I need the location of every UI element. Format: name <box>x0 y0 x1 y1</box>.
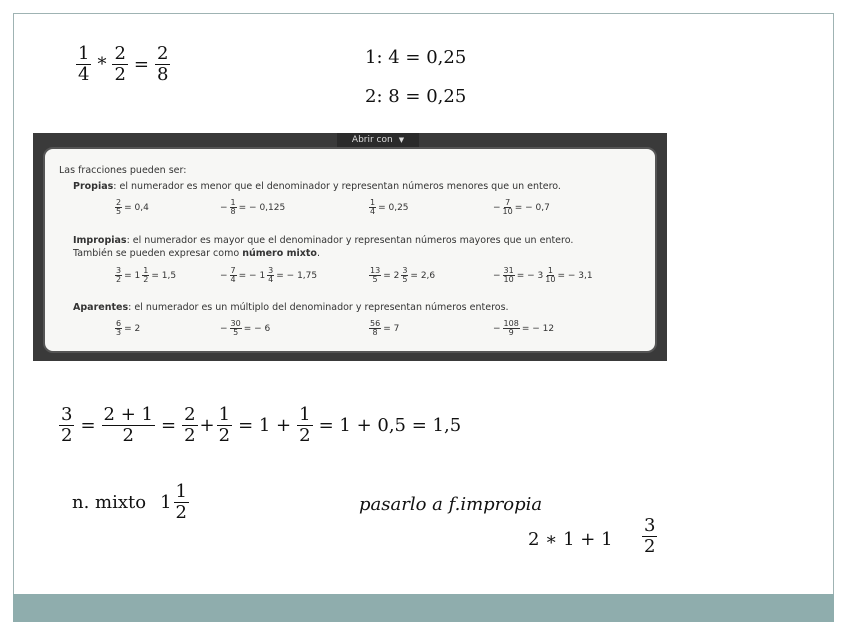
footer-bar <box>13 594 834 622</box>
small-fraction: $\frac{56}{8}$ <box>370 319 381 338</box>
fraction-example: − $\frac{7}{4}$ = − 1 $\frac{3}{4}$ = − 1,75 <box>220 266 318 285</box>
fraction-two-halves: $\frac{2}{2}$ <box>114 43 126 85</box>
small-fraction: $\frac{1}{8}$ <box>230 198 236 217</box>
aparentes-definition: Aparentes: el numerador es un múltiplo del denominador y representan números enteros. <box>73 302 509 313</box>
small-fraction: $\frac{3}{5}$ <box>402 266 408 285</box>
fraction-three-halves: $\frac{3}{2}$ <box>61 404 73 446</box>
small-fraction: $\frac{1}{4}$ <box>370 198 376 217</box>
fraction-example: − $\frac{7}{10}$ = − 0,7 <box>493 198 550 217</box>
top-left-equation: $\frac{1}{4}$ * $\frac{2}{2}$ = $\frac{2}{8}$ <box>78 43 169 85</box>
small-fraction: $\frac{2}{5}$ <box>116 198 122 217</box>
division-equation-2: 2: 8 = 0,25 <box>365 86 467 107</box>
fraction-three-halves-result: $\frac{3}{2}$ <box>644 515 656 557</box>
fraction-example: − $\frac{31}{10}$ = − 3 $\frac{1}{10}$ = − 3,1 <box>493 266 593 285</box>
fraction-example: $\frac{1}{4}$ = 0,25 <box>370 198 409 217</box>
fraction-example: $\frac{13}{5}$ = 2 $\frac{3}{5}$ = 2,6 <box>370 266 436 285</box>
open-with-button[interactable]: Abrir con ▼ <box>337 133 419 147</box>
fraction-one-half: $\frac{1}{2}$ <box>218 404 231 446</box>
impropias-mixto-note: También se pueden expresar como número mixto. <box>73 248 320 259</box>
small-fraction: $\frac{1}{10}$ <box>545 266 556 285</box>
textbook-box <box>43 147 657 353</box>
three-halves-equation: $\frac{3}{2}$ = $\frac{2 + 1}{2}$ = $\frac{2}{2}$ + $\frac{1}{2}$ = 1 + $\frac{1}{2}$ = 1 + 0,5 = 1,5 <box>61 404 462 446</box>
textbook-scan-image <box>33 133 667 361</box>
fraction-mixed-part: $\frac{1}{2}$ <box>175 481 187 523</box>
small-fraction: $\frac{1}{2}$ <box>143 266 149 285</box>
pasarlo-text: pasarlo a f.impropia <box>359 494 543 515</box>
fraction-example: $\frac{6}{3}$ = 2 <box>116 319 141 338</box>
scan-intro: Las fracciones pueden ser: <box>59 165 187 176</box>
calc-expression: 2 ∗ 1 + 1 <box>528 529 613 550</box>
small-fraction: $\frac{3}{4}$ <box>268 266 274 285</box>
fraction-two-eighths: $\frac{2}{8}$ <box>157 43 169 85</box>
fraction-example: − $\frac{108}{9}$ = − 12 <box>493 319 555 338</box>
fraction-one-quarter: $\frac{1}{4}$ <box>78 43 90 85</box>
chevron-down-icon: ▼ <box>398 136 405 144</box>
fraction-two-halves-b: $\frac{2}{2}$ <box>184 404 196 446</box>
small-fraction: $\frac{7}{4}$ <box>230 266 236 285</box>
impropias-definition: Impropias: el numerador es mayor que el denominador y representan números mayores que un entero. <box>73 235 574 246</box>
small-fraction: $\frac{7}{10}$ <box>502 198 513 217</box>
fraction-example: $\frac{56}{8}$ = 7 <box>370 319 400 338</box>
small-fraction: $\frac{13}{5}$ <box>370 266 381 285</box>
fraction-two-plus-one-over-two: $\frac{2 + 1}{2}$ <box>103 404 153 446</box>
small-fraction: $\frac{6}{3}$ <box>116 319 122 338</box>
small-fraction: $\frac{31}{10}$ <box>503 266 514 285</box>
small-fraction: $\frac{3}{2}$ <box>116 266 122 285</box>
division-equation-1: 1: 4 = 0,25 <box>365 47 467 68</box>
mixed-number: n. mixto 1 $\frac{1}{2}$ <box>72 481 187 523</box>
fraction-one-half-b: $\frac{1}{2}$ <box>299 404 311 446</box>
fraction-example: $\frac{2}{5}$ = 0,4 <box>116 198 149 217</box>
small-fraction: $\frac{108}{9}$ <box>503 319 519 338</box>
small-fraction: $\frac{30}{5}$ <box>230 319 241 338</box>
fraction-example: − $\frac{30}{5}$ = − 6 <box>220 319 271 338</box>
propias-definition: Propias: el numerador es menor que el denominador y representan números menores que un entero. <box>73 181 561 192</box>
fraction-example: $\frac{3}{2}$ = 1 $\frac{1}{2}$ = 1,5 <box>116 266 177 285</box>
result-fraction <box>640 516 659 557</box>
fraction-example: − $\frac{1}{8}$ = − 0,125 <box>220 198 286 217</box>
